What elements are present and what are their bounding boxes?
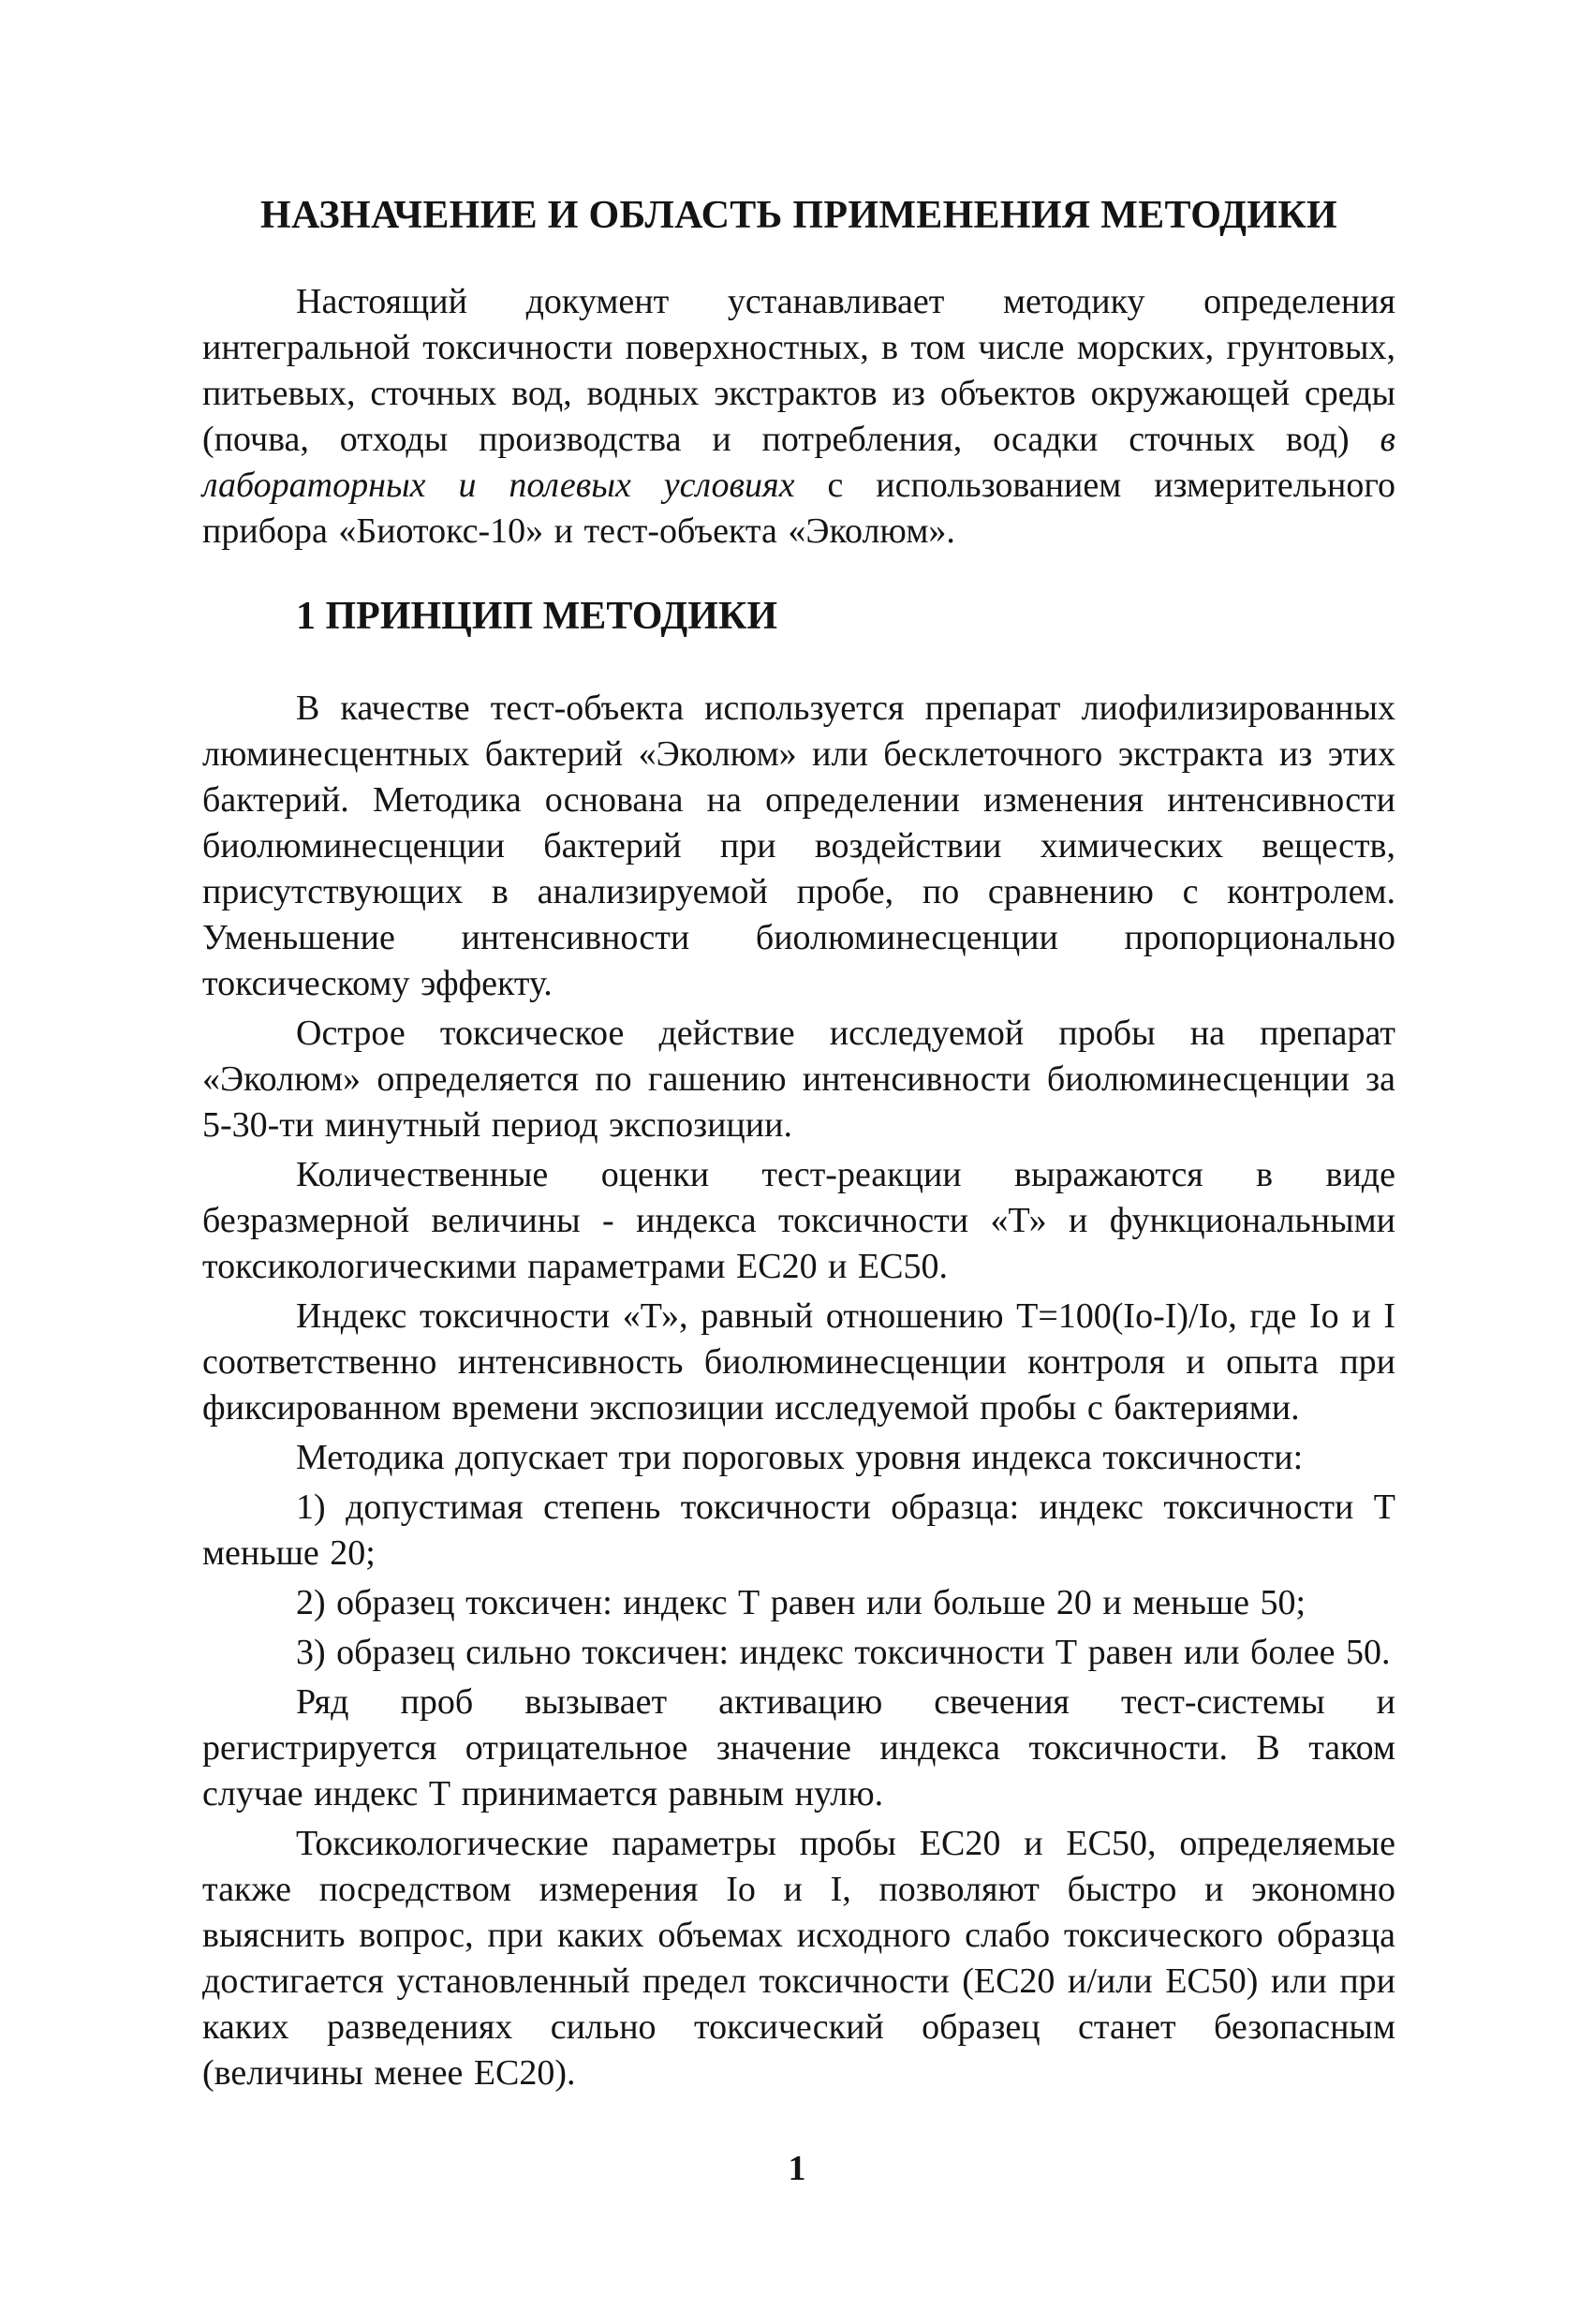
page-number: 1 <box>788 2149 806 2188</box>
list-item-threshold-3: 3) образец сильно токсичен: индекс токсичности Т равен или более 50. <box>296 1633 1391 1672</box>
paragraph-acute-action: Острое токсическое действие исследуемой пробы на препарат «Эколюм» определяется по гашению интенсивности биолюминесценции за 5-30-ти минутный период экспозиции. <box>202 1014 1395 1145</box>
list-item-threshold-2: 2) образец токсичен: индекс Т равен или больше 20 и меньше 50; <box>296 1583 1306 1622</box>
section-heading: 1 ПРИНЦИП МЕТОДИКИ <box>296 595 778 638</box>
paragraph-ec-parameters: Токсикологические параметры пробы ЕС20 и ЕС50, определяемые также посредством измерения Io и I, позволяют быстро и экономно выяснить вопрос, при каких объемах исходного слабо токсического образца достигается установленный предел токсичности (ЕС20 и/или ЕС50) или при каких разведениях сильно токсический образец станет безопасным (величины менее ЕС20). <box>202 1824 1395 2093</box>
paragraph-toxicity-index: Индекс токсичности «Т», равный отношению Т=100(Io-I)/Io, где Io и I соответственно интенсивность биолюминесценции контроля и опыта при фиксированном времени экспозиции исследуемой пробы с бактериями. <box>202 1296 1395 1428</box>
intro-text-start: Настоящий документ устанавливает методику определения интегральной токсичности поверхностных, в том числе морских, грунтовых, питьевых, сточных вод, водных экстрактов из объектов окружающей среды (почва, отходы производства и потребления, осадки сточных вод) <box>202 282 1395 459</box>
intro-text-end: с использованием измерительного прибора «Биотокс-10» и тест-объекта «Эколюм». <box>202 466 1395 551</box>
intro-paragraph <box>202 279 1395 555</box>
intro-text-italic: в лабораторных и полевых условиях <box>202 420 1395 505</box>
list-item-threshold-1: 1) допустимая степень токсичности образца: индекс токсичности Т меньше 20; <box>202 1488 1395 1573</box>
paragraph-threshold-intro: Методика допускает три пороговых уровня индекса токсичности: <box>296 1438 1304 1477</box>
paragraph-quantitative: Количественные оценки тест-реакции выражаются в виде безразмерной величины - индекса токсичности «Т» и функциональными токсикологическими параметрами ЕС20 и ЕС50. <box>202 1155 1395 1286</box>
paragraph-method-basis: В качестве тест-объекта используется препарат лиофилизированных люминесцентных бактерий «Эколюм» или бесклеточного экстракта из этих бактерий. Методика основана на определении изменения интенсивности биолюминесценции бактерий при воздействии химических веществ, присутствующих в анализируемой пробе, по сравнению с контролем. Уменьшение интенсивности биолюминесценции пропорционально токсическому эффекту. <box>202 688 1395 1003</box>
document-title: НАЗНАЧЕНИЕ И ОБЛАСТЬ ПРИМЕНЕНИЯ МЕТОДИКИ <box>259 194 1338 237</box>
paragraph-activation: Ряд проб вызывает активацию свечения тест-системы и регистрируется отрицательное значение индекса токсичности. В таком случае индекс Т принимается равным нулю. <box>202 1682 1395 1813</box>
page-content <box>202 187 1395 2100</box>
